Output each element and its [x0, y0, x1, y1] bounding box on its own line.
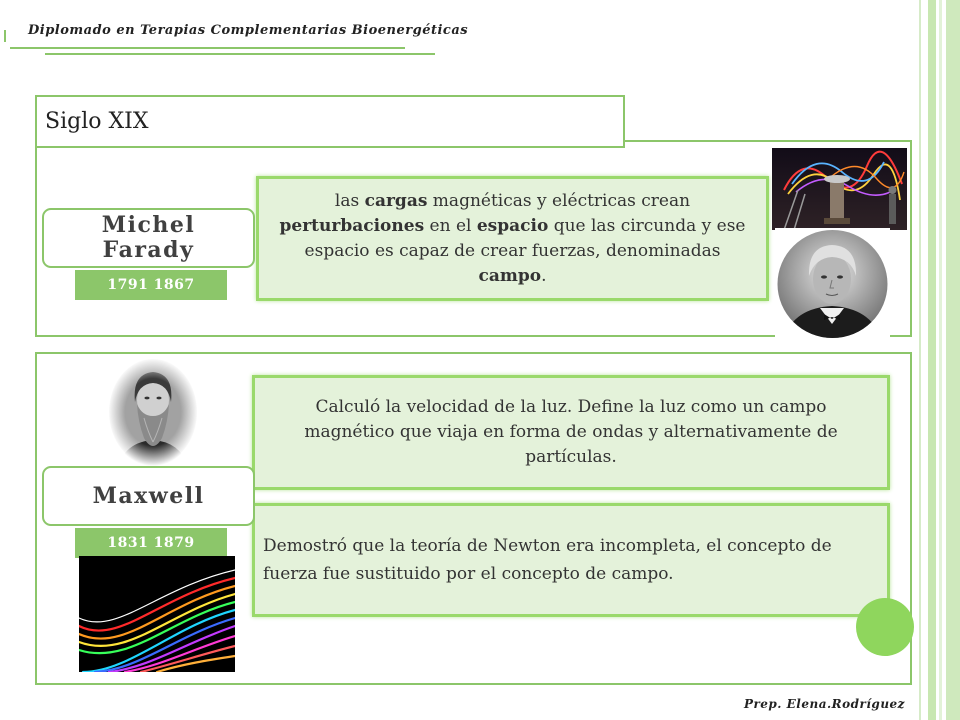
faraday-dates-badge	[75, 270, 227, 300]
slide-title: Siglo XIX	[45, 109, 149, 134]
header-underline	[45, 53, 435, 55]
description-text: en el	[424, 215, 477, 236]
course-title: Diplomado en Terapias Complementarias Bioenergéticas	[28, 23, 469, 38]
description-text: magnéticas y eléctricas crean	[427, 190, 691, 211]
faraday-portrait-image	[775, 228, 890, 340]
maxwell-portrait-image	[108, 358, 198, 466]
maxwell-note: Demostró que la teoría de Newton era incompleta, el concepto de fuerza fue sustituido por el concepto de campo.	[263, 536, 832, 584]
maxwell-portrait-image	[108, 358, 198, 466]
slide-title-box	[35, 95, 625, 148]
person-name: Maxwell	[92, 482, 205, 509]
maxwell-note: Calculó la velocidad de la luz. Define la luz como un campo magnético que viaja en forma de ondas y alternativamente de partículas.	[304, 397, 838, 467]
maxwell-name-label	[42, 466, 255, 526]
tesla-coil-image	[772, 148, 907, 230]
decorative-stripe	[946, 0, 960, 720]
bold-term: campo	[478, 265, 542, 286]
tesla-coil-image	[772, 148, 907, 230]
faraday-description-box	[256, 176, 769, 301]
decorative-circle	[856, 598, 914, 656]
person-name: Michel Farady	[101, 212, 196, 263]
faraday-description	[273, 189, 752, 289]
author-credit: Prep. Elena.Rodríguez	[743, 697, 905, 711]
maxwell-dates-badge	[75, 528, 227, 558]
decorative-stripe	[939, 0, 942, 720]
decorative-stripe	[928, 0, 936, 720]
description-text: .	[541, 265, 547, 286]
faraday-portrait-image	[775, 228, 890, 340]
bold-term: cargas	[364, 190, 428, 211]
maxwell-note-box	[252, 503, 890, 617]
person-dates: 1831 1879	[107, 535, 195, 551]
faraday-name-label	[42, 208, 255, 268]
header-underline	[10, 47, 405, 49]
header-tick	[4, 30, 6, 42]
fiber-optic-light-image	[79, 556, 235, 672]
bold-term: perturbaciones	[279, 215, 425, 236]
decorative-stripe	[919, 0, 921, 720]
bold-term: espacio	[476, 215, 549, 236]
maxwell-note-box	[252, 375, 890, 490]
description-text: las	[334, 190, 365, 211]
fiber-optic-light-image	[79, 556, 235, 672]
person-dates: 1791 1867	[107, 277, 195, 293]
description-text: que las circunda y ese espacio es capaz de crear fuerzas, denominadas	[304, 215, 746, 261]
